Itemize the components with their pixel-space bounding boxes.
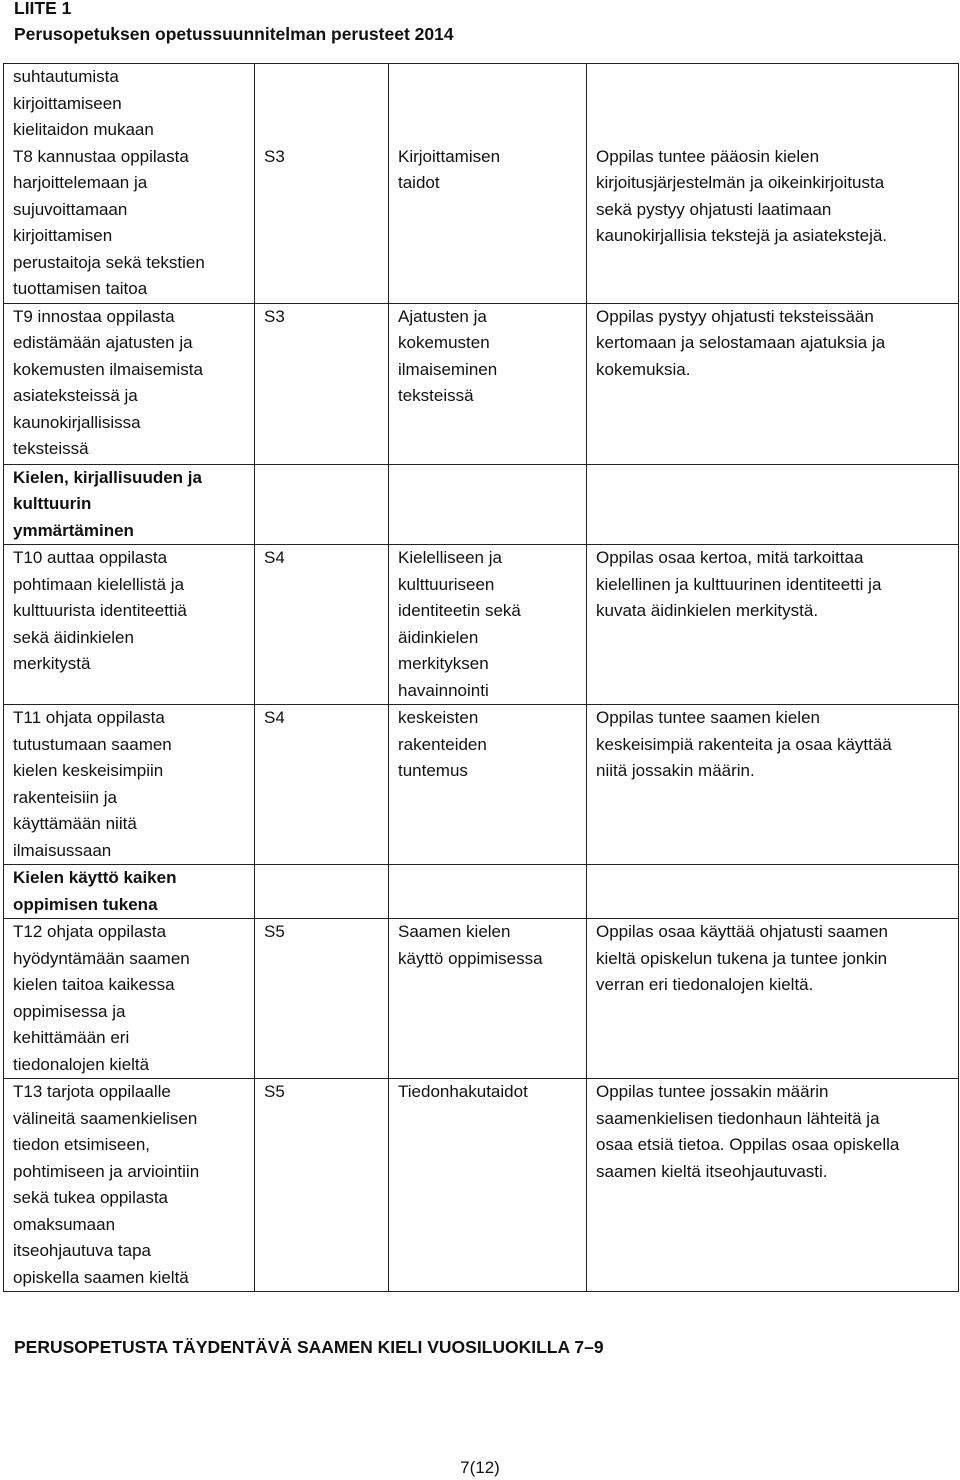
table-row — [4, 1079, 959, 1292]
learning-object-text: keskeisten rakenteiden tuntemus — [398, 708, 487, 780]
content-area-text: S3 — [264, 146, 285, 166]
assessment-criteria-text: Oppilas pystyy ohjatusti teksteissään kertomaan ja selostamaan ajatuksia ja kokemuksia. — [596, 306, 886, 379]
goal-text: T10 auttaa oppilasta pohtimaan kielellistä ja kulttuurista identiteettiä sekä äidinkielen merkitystä — [13, 548, 187, 673]
learning-object-cell — [389, 545, 587, 705]
learning-object-cell — [389, 464, 587, 545]
content-area-cell — [255, 303, 389, 464]
curriculum-table — [3, 63, 959, 1292]
assessment-criteria-cell — [587, 303, 959, 464]
learning-object-cell — [389, 705, 587, 865]
content-area-text: S5 — [264, 1082, 285, 1101]
table-row — [4, 919, 959, 1079]
assessment-criteria-cell — [587, 919, 959, 1079]
section-heading-text: Kielen käyttö kaiken oppimisen tukena — [13, 868, 177, 914]
table-row — [4, 303, 959, 464]
goal-cell — [4, 705, 255, 865]
assessment-criteria-text: Oppilas tuntee jossakin määrin saamenkielisen tiedonhaun lähteitä ja osaa etsiä tietoa. Oppilas osaa opiskella saamen kieltä itseohjautuvasti. — [596, 1082, 900, 1181]
section-heading: PERUSOPETUSTA TÄYDENTÄVÄ SAAMEN KIELI VUOSILUOKILLA 7–9 — [14, 1337, 604, 1357]
assessment-criteria-cell — [587, 1079, 959, 1292]
assessment-criteria-cell — [587, 545, 959, 705]
goal-cell — [4, 303, 255, 464]
goal-text: suhtautumista kirjoittamiseen kielitaidon mukaan T8 kannustaa oppilasta harjoittelemaan ja sujuvoittamaan kirjoittamisen perustaitoja sekä tekstien tuottamisen taitoa — [13, 67, 205, 298]
table-row — [4, 865, 959, 919]
section-heading-cell — [4, 464, 255, 545]
assessment-criteria-text: Oppilas osaa kertoa, mitä tarkoittaa kielellinen ja kulttuurinen identiteetti ja kuvata äidinkielen merkitystä. — [596, 548, 882, 620]
learning-object-text: Kirjoittamisen taidot — [398, 146, 501, 192]
assessment-criteria-cell — [587, 64, 959, 304]
section-heading-text: Kielen, kirjallisuuden ja kulttuurin ymmärtäminen — [13, 467, 202, 540]
content-area-cell — [255, 545, 389, 705]
learning-object-cell — [389, 865, 587, 919]
content-area-cell — [255, 705, 389, 865]
goal-text: T13 tarjota oppilaalle välineitä saamenkielisen tiedon etsimiseen, pohtimiseen ja arviointiin sekä tukea oppilasta omaksumaan itseohjautuva tapa opiskella saamen kieltä — [13, 1082, 200, 1287]
learning-object-text: Saamen kielen käyttö oppimisessa — [398, 922, 543, 968]
table-row — [4, 545, 959, 705]
section-heading-cell — [4, 865, 255, 919]
appendix-label: LIITE 1 — [14, 0, 72, 18]
page-number: 7(12) — [460, 1458, 500, 1477]
learning-object-cell — [389, 303, 587, 464]
goal-text: T11 ohjata oppilasta tutustumaan saamen kielen keskeisimpiin rakenteisiin ja käyttämään niitä ilmaisussaan — [13, 708, 172, 860]
assessment-criteria-cell — [587, 464, 959, 545]
goal-cell — [4, 545, 255, 705]
learning-object-text: Kielelliseen ja kulttuuriseen identiteetin sekä äidinkielen merkityksen havainnointi — [398, 548, 521, 700]
table-row — [4, 705, 959, 865]
goal-text: T9 innostaa oppilasta edistämään ajatusten ja kokemusten ilmaisemista asiateksteissä ja kaunokirjallisissa teksteissä — [13, 306, 203, 458]
content-area-cell — [255, 464, 389, 545]
table-row — [4, 464, 959, 545]
goal-cell — [4, 64, 255, 304]
learning-object-cell — [389, 1079, 587, 1292]
assessment-criteria-text: Oppilas tuntee pääosin kielen kirjoitusjärjestelmän ja oikeinkirjoitusta sekä pystyy ohjatusti laatimaan kaunokirjallisia tekstejä ja asiatekstejä. — [596, 146, 888, 245]
learning-object-text: Ajatusten ja kokemusten ilmaiseminen teksteissä — [398, 306, 498, 405]
assessment-criteria-text: Oppilas tuntee saamen kielen keskeisimpiä rakenteita ja osaa käyttää niitä jossakin määrin. — [596, 708, 892, 780]
document-title: Perusopetuksen opetussuunnitelman perusteet 2014 — [14, 24, 454, 44]
content-area-text: S4 — [264, 708, 285, 727]
goal-cell — [4, 919, 255, 1079]
content-area-cell — [255, 865, 389, 919]
assessment-criteria-cell — [587, 865, 959, 919]
goal-cell — [4, 1079, 255, 1292]
learning-object-cell — [389, 64, 587, 304]
content-area-cell — [255, 1079, 389, 1292]
table-row — [4, 64, 959, 304]
content-area-cell — [255, 64, 389, 304]
content-area-text: S5 — [264, 922, 285, 941]
content-area-cell — [255, 919, 389, 1079]
content-area-text: S4 — [264, 548, 285, 567]
content-area-text: S3 — [264, 306, 285, 326]
learning-object-cell — [389, 919, 587, 1079]
document-header — [14, 0, 454, 47]
assessment-criteria-text: Oppilas osaa käyttää ohjatusti saamen kieltä opiskelun tukena ja tuntee jonkin verran eri tiedonalojen kieltä. — [596, 922, 889, 994]
learning-object-text: Tiedonhakutaidot — [398, 1082, 528, 1101]
assessment-criteria-cell — [587, 705, 959, 865]
goal-text: T12 ohjata oppilasta hyödyntämään saamen kielen taitoa kaikessa oppimisessa ja kehittämään eri tiedonalojen kieltä — [13, 922, 190, 1074]
